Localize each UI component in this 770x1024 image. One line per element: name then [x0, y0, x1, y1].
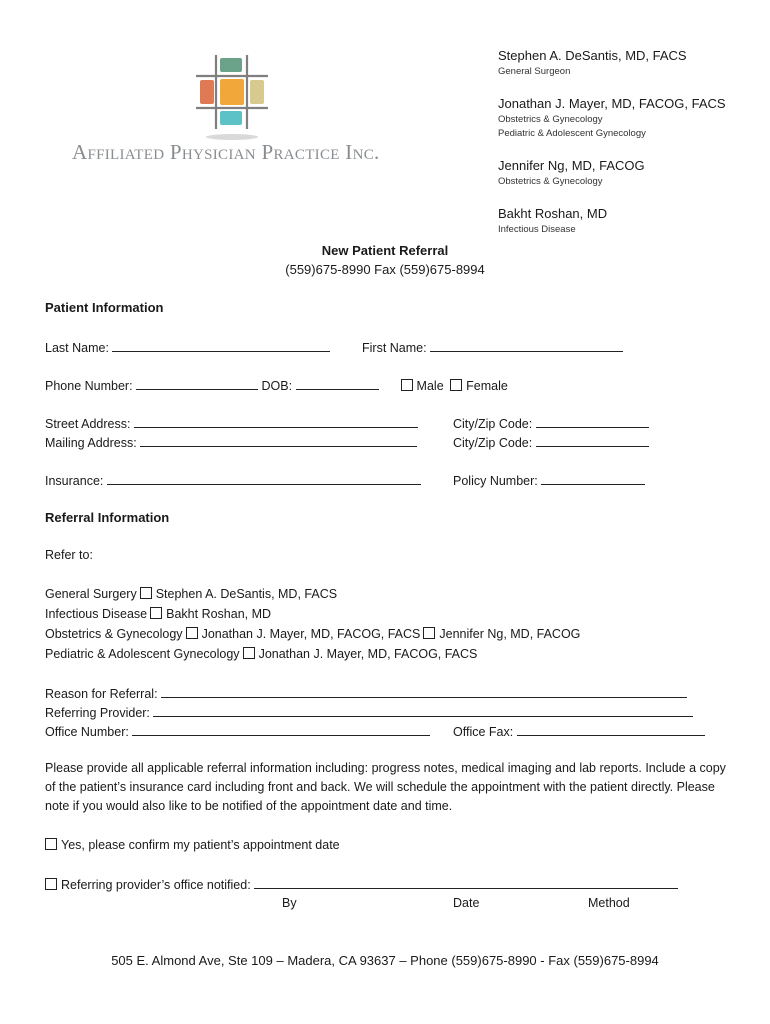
method-label: Method — [588, 896, 630, 910]
instructions-paragraph: Please provide all applicable referral information including: progress notes, medical imaging and lab reports. Include a copy of the patient’s insurance card including front and back. We will schedule the appointment with the patient directly. Please note if you would also like to be notified of the appointment date and time. — [45, 761, 726, 813]
physician-name: Stephen A. DeSantis, MD, FACS — [498, 48, 687, 63]
date-label: Date — [453, 896, 480, 910]
policy-row — [453, 472, 645, 489]
city-zip-field[interactable] — [536, 434, 649, 447]
doctor-label: Jonathan J. Mayer, MD, FACOG, FACS — [258, 647, 478, 661]
doctor-label: Bakht Roshan, MD — [166, 607, 272, 621]
reason-field[interactable] — [161, 685, 687, 698]
mailing-row — [45, 434, 417, 451]
physician-list — [498, 48, 726, 236]
last-name-row — [45, 339, 330, 356]
practice-name: Affiliated Physician Practice Inc. — [72, 140, 380, 164]
physician-specialty: Obstetrics & Gynecology — [498, 176, 603, 187]
city-zip-row-1 — [453, 415, 649, 432]
provider-row — [45, 704, 693, 721]
obgyn-ng-checkbox[interactable] — [423, 627, 435, 639]
referral-info-heading: Referral Information — [45, 510, 170, 525]
refer-to-label: Refer to: — [45, 548, 93, 562]
physician-specialty: Pediatric & Adolescent Gynecology — [498, 128, 646, 139]
patient-info-heading: Patient Information — [45, 300, 164, 315]
provider-label: Referring Provider: — [45, 706, 150, 720]
street-label: Street Address: — [45, 417, 131, 431]
insurance-label: Insurance: — [45, 474, 104, 488]
physician-specialty: General Surgeon — [498, 66, 571, 77]
notified-checkbox[interactable] — [45, 878, 57, 890]
physician-specialty: Obstetrics & Gynecology — [498, 114, 603, 125]
specialty-label: Infectious Disease — [45, 607, 148, 621]
last-name-label: Last Name: — [45, 341, 109, 355]
phone-label: Phone Number: — [45, 379, 133, 393]
form-contact: (559)675-8990 Fax (559)675-8994 — [285, 262, 485, 277]
refer-obgyn — [45, 627, 580, 642]
street-row — [45, 415, 418, 432]
confirm-row — [42, 838, 340, 853]
specialty-label: Obstetrics & Gynecology — [45, 627, 183, 641]
logo-mark-icon — [196, 55, 268, 145]
phone-row — [45, 377, 508, 394]
peds-mayer-checkbox[interactable] — [243, 647, 255, 659]
specialty-label: Pediatric & Adolescent Gynecology — [45, 647, 240, 661]
office-number-field[interactable] — [132, 723, 430, 736]
doctor-label: Stephen A. DeSantis, MD, FACS — [155, 587, 338, 601]
refer-peds-gyn — [45, 647, 477, 662]
office-number-label: Office Number: — [45, 725, 129, 739]
dob-field[interactable] — [296, 377, 379, 390]
by-label: By — [282, 896, 297, 910]
phone-field[interactable] — [136, 377, 258, 390]
obgyn-mayer-checkbox[interactable] — [186, 627, 198, 639]
confirm-checkbox[interactable] — [45, 838, 57, 850]
doctor-label: Jonathan J. Mayer, MD, FACOG, FACS — [201, 627, 421, 641]
confirm-label: Yes, please confirm my patient’s appointment date — [61, 838, 340, 852]
last-name-field[interactable] — [112, 339, 330, 352]
footer-address: 505 E. Almond Ave, Ste 109 – Madera, CA 93637 – Phone (559)675-8990 - Fax (559)675-8994 — [111, 953, 659, 968]
physician-name: Jennifer Ng, MD, FACOG — [498, 158, 645, 173]
office-fax-row — [453, 723, 705, 740]
dob-label: DOB: — [261, 379, 293, 393]
practice-logo — [196, 55, 268, 145]
city-zip-field[interactable] — [536, 415, 649, 428]
physician-name: Bakht Roshan, MD — [498, 206, 608, 221]
street-field[interactable] — [134, 415, 418, 428]
first-name-field[interactable] — [430, 339, 623, 352]
refer-general-surgery — [45, 587, 337, 602]
doctor-label: Jennifer Ng, MD, FACOG — [439, 627, 581, 641]
first-name-row — [362, 339, 623, 356]
notified-row — [42, 876, 678, 893]
physician-name: Jonathan J. Mayer, MD, FACOG, FACS — [498, 96, 726, 111]
policy-label: Policy Number: — [453, 474, 538, 488]
office-fax-field[interactable] — [517, 723, 705, 736]
female-label: Female — [466, 379, 508, 393]
male-label: Male — [416, 379, 444, 393]
mailing-label: Mailing Address: — [45, 436, 137, 450]
mailing-field[interactable] — [140, 434, 417, 447]
city-zip-row-2 — [453, 434, 649, 451]
city-zip-label: City/Zip Code: — [453, 417, 533, 431]
city-zip-label: City/Zip Code: — [453, 436, 533, 450]
inf-roshan-checkbox[interactable] — [150, 607, 162, 619]
gs-desantis-checkbox[interactable] — [140, 587, 152, 599]
insurance-row — [45, 472, 421, 489]
office-number-row — [45, 723, 430, 740]
specialty-label: General Surgery — [45, 587, 137, 601]
reason-row — [45, 685, 687, 702]
office-fax-label: Office Fax: — [453, 725, 514, 739]
policy-field[interactable] — [541, 472, 645, 485]
physician-specialty: Infectious Disease — [498, 224, 576, 235]
first-name-label: First Name: — [362, 341, 427, 355]
male-checkbox[interactable] — [401, 379, 413, 391]
form-title: New Patient Referral — [321, 243, 449, 258]
notified-field[interactable] — [254, 876, 678, 889]
provider-field[interactable] — [153, 704, 693, 717]
notified-label: Referring provider’s office notified: — [61, 878, 251, 892]
refer-infectious-disease — [45, 607, 271, 622]
female-checkbox[interactable] — [450, 379, 462, 391]
reason-label: Reason for Referral: — [45, 687, 158, 701]
insurance-field[interactable] — [107, 472, 421, 485]
